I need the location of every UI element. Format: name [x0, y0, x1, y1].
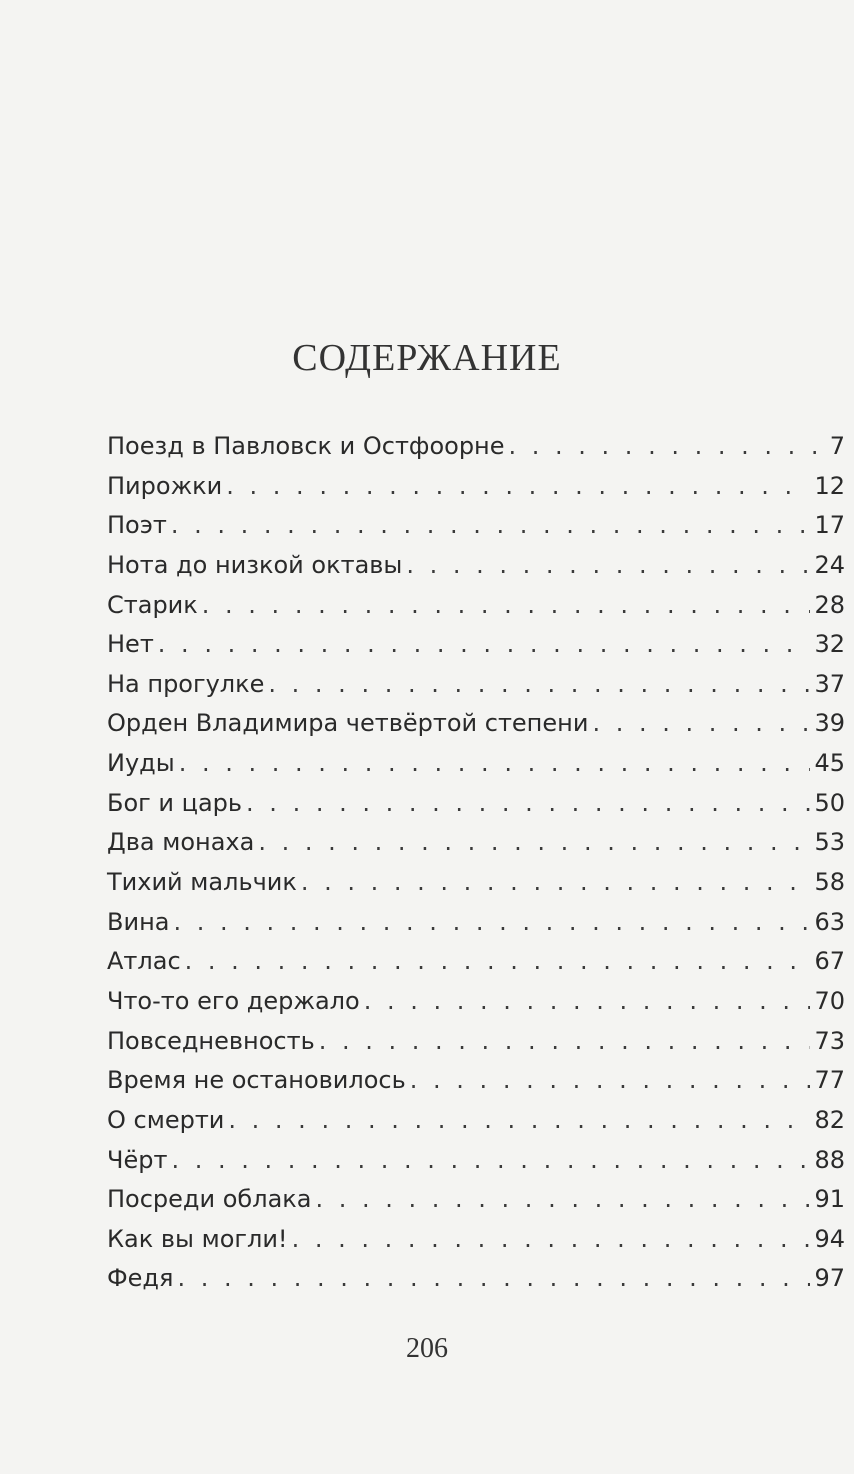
toc-entry: [107, 1185, 845, 1225]
toc-entry-page-number: 53: [814, 828, 845, 857]
toc-entry: [107, 1225, 845, 1265]
dot-leader: [179, 749, 811, 777]
toc-entry-title: Нота до низкой октавы: [107, 550, 403, 579]
dot-leader: [246, 789, 810, 817]
dot-leader: [406, 551, 810, 579]
toc-entry-title: Атлас: [107, 947, 181, 976]
toc-entry-title: Иуды: [107, 749, 175, 778]
toc-entry-page-number: 88: [814, 1145, 845, 1174]
dot-leader: [592, 709, 810, 737]
toc-entry-page-number: 50: [814, 788, 845, 817]
toc-entry: [107, 1146, 845, 1186]
toc-entry: [107, 1027, 845, 1067]
dot-leader: [364, 987, 811, 1015]
toc-entry-title: Посреди облака: [107, 1185, 312, 1214]
toc-entry-page-number: 7: [829, 432, 845, 460]
toc-entry: [107, 987, 845, 1027]
toc-entry-title: Старик: [107, 590, 198, 619]
toc-entry-page-number: 73: [814, 1026, 845, 1055]
toc-entry-page-number: 39: [814, 709, 845, 738]
toc-entry-page-number: 58: [814, 868, 845, 897]
toc-entry-title: Что-то его держало: [107, 986, 360, 1015]
toc-entry-title: Чёрт: [107, 1145, 168, 1174]
toc-entry-title: Бог и царь: [107, 788, 243, 817]
toc-entry: [107, 511, 845, 551]
dot-leader: [228, 1106, 810, 1134]
toc-entry-title: Федя: [107, 1264, 174, 1293]
toc-entry-title: Орден Владимира четвёртой степени: [107, 709, 589, 738]
toc-entry: [107, 828, 845, 868]
toc-entry-title: Вина: [107, 907, 170, 936]
toc-entry-page-number: 91: [814, 1185, 845, 1214]
toc-entry-title: Время не остановилось: [107, 1066, 406, 1095]
toc-entry-title: На прогулке: [107, 669, 265, 698]
toc-entry-title: Тихий мальчик: [107, 868, 297, 897]
dot-leader: [177, 1264, 810, 1292]
toc-entry-page-number: 70: [814, 986, 845, 1015]
toc-entry-page-number: 32: [814, 630, 845, 659]
toc-entry: [107, 947, 845, 987]
toc-entry-title: Повседневность: [107, 1026, 315, 1055]
toc-entry-page-number: 45: [814, 749, 845, 778]
toc-entry-title: Поезд в Павловск и Остфоорне: [107, 432, 505, 460]
page-number: 206: [406, 1333, 448, 1364]
toc-entry: [107, 908, 845, 948]
dot-leader: [301, 868, 811, 896]
toc-entry-page-number: 82: [814, 1105, 845, 1134]
toc-entry: [107, 591, 845, 631]
dot-leader: [292, 1225, 811, 1253]
toc-entry: [107, 1264, 845, 1304]
toc-entry: [107, 630, 845, 670]
toc-entry-page-number: 28: [814, 590, 845, 619]
dot-leader: [185, 947, 811, 975]
dot-leader: [319, 1027, 811, 1055]
dot-leader: [315, 1185, 810, 1213]
toc-entry-page-number: 37: [814, 669, 845, 698]
toc-entry-page-number: 12: [814, 471, 845, 500]
toc-entry: [107, 868, 845, 908]
dot-leader: [171, 511, 811, 539]
dot-leader: [173, 908, 810, 936]
toc-entry-title: Пирожки: [107, 471, 223, 500]
toc-entry: [107, 1066, 845, 1106]
toc-entry-title: Поэт: [107, 511, 167, 540]
toc-entry-page-number: 17: [814, 511, 845, 540]
toc-entry: [107, 1106, 845, 1146]
toc-entry: [107, 709, 845, 749]
toc-entry: [107, 432, 845, 472]
toc-entry: [107, 789, 845, 829]
dot-leader: [226, 472, 810, 500]
page-title: СОДЕРЖАНИЕ: [292, 337, 562, 379]
toc-entry-page-number: 77: [814, 1066, 845, 1095]
dot-leader: [509, 432, 826, 460]
dot-leader: [268, 670, 810, 698]
toc-entry: [107, 551, 845, 591]
toc-entry-page-number: 97: [814, 1264, 845, 1293]
dot-leader: [410, 1066, 811, 1094]
dot-leader: [202, 591, 811, 619]
toc-entry: [107, 749, 845, 789]
toc-entry-page-number: 94: [814, 1224, 845, 1253]
toc-entry-title: Два монаха: [107, 828, 255, 857]
toc-entry-title: Нет: [107, 630, 154, 659]
toc-entry-title: О смерти: [107, 1105, 225, 1134]
table-of-contents: [107, 432, 845, 1304]
toc-entry: [107, 670, 845, 710]
toc-entry-page-number: 24: [814, 550, 845, 579]
toc-entry-title: Как вы могли!: [107, 1224, 288, 1253]
toc-entry: [107, 472, 845, 512]
toc-entry-page-number: 67: [814, 947, 845, 976]
dot-leader: [171, 1146, 810, 1174]
dot-leader: [258, 828, 810, 856]
dot-leader: [158, 630, 811, 658]
toc-entry-page-number: 63: [814, 907, 845, 936]
